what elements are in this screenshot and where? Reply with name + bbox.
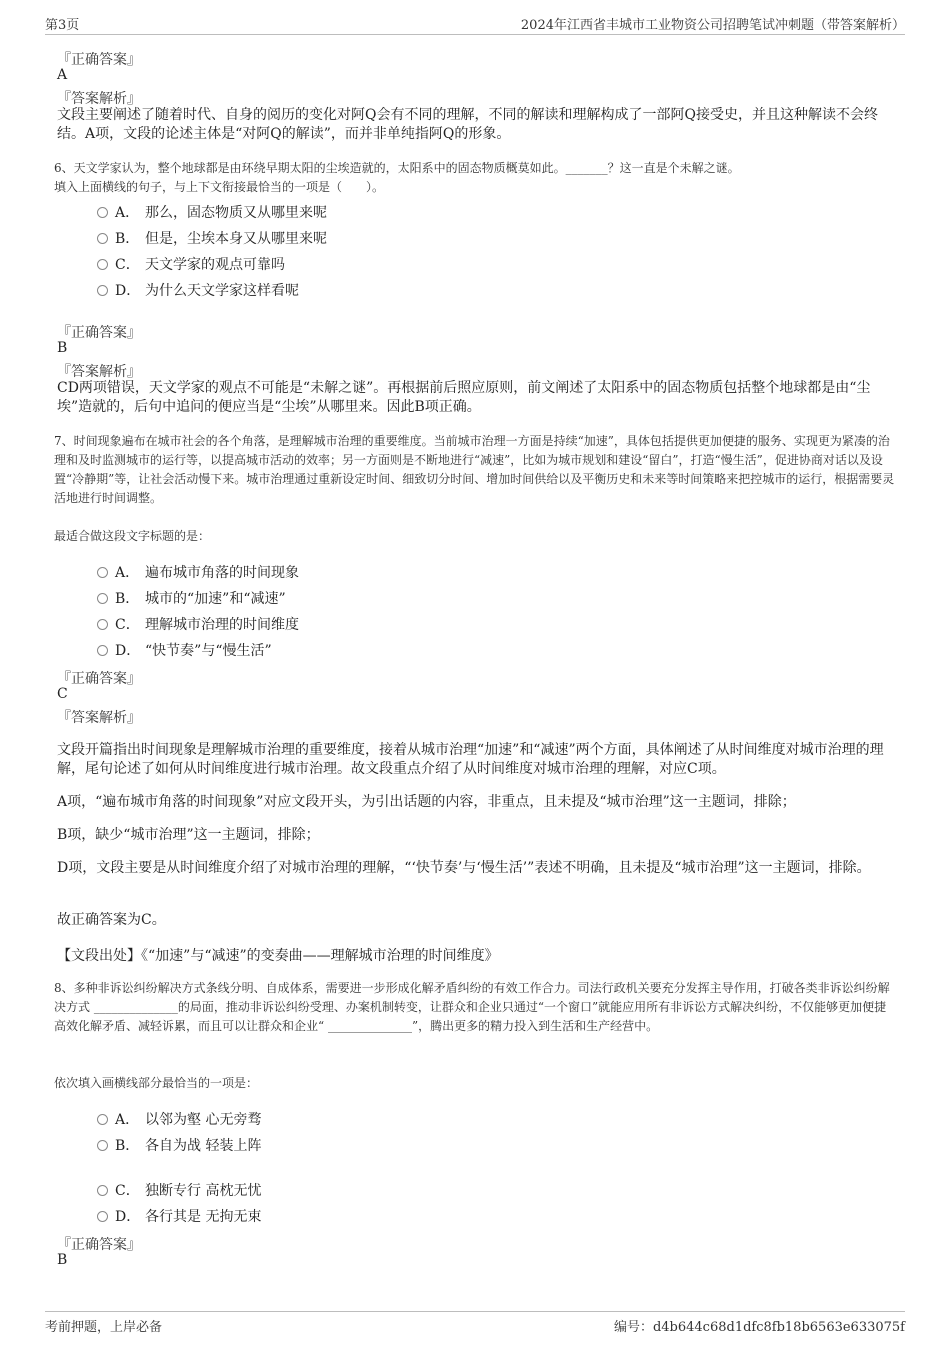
correct-answer-label: 『正确答案』	[57, 325, 141, 341]
option-letter: C．	[115, 1183, 140, 1199]
q7-analysis-p1: 文段开篇指出时间现象是理解城市治理的重要维度，接着从城市治理“加速”和“减速”两个方面，具体阐述了从时间维度对城市治理的理解，尾句论述了如何从时间维度进行城市治理。故文段重点介绍了从时间维度对城市治理的理解，对应C项。	[57, 742, 884, 777]
radio-icon[interactable]	[97, 1211, 108, 1222]
q7-analysis-p2: A项，“遍布城市角落的时间现象”对应文段开头，为引出话题的内容，非重点，且未提及“城市治理”这一主题词，排除；	[57, 794, 796, 810]
q6-analysis: CD两项错误，天文学家的观点不可能是“未解之谜”。再根据前后照应原则，前文阐述了太阳系中的固态物质包括整个地球都是由“尘埃”造就的，后句中追问的便应当是“尘埃”从哪里来。因此B项正确。	[57, 380, 871, 415]
analysis-label: 『答案解析』	[57, 364, 141, 380]
option-text: 独断专行 高枕无忧	[145, 1183, 262, 1199]
radio-icon[interactable]	[97, 1185, 108, 1196]
q8-answer: B	[57, 1252, 68, 1268]
q6-prompt: 填入上面横线的句子，与上下文衔接最恰当的一项是（ ）。	[54, 180, 385, 194]
q5-answer: A	[57, 67, 68, 83]
radio-icon[interactable]	[97, 259, 108, 270]
page-number: 第3页	[45, 18, 80, 33]
radio-icon[interactable]	[97, 645, 108, 656]
option-text: 各自为战 轻装上阵	[145, 1138, 262, 1154]
q6-stem: 6、天文学家认为，整个地球都是由环绕早期太阳的尘埃造就的，太阳系中的固态物质概莫如此。_______？这一直是个未解之谜。	[54, 161, 740, 175]
option-text: 为什么天文学家这样看呢	[145, 283, 299, 299]
radio-icon[interactable]	[97, 1140, 108, 1151]
document-title: 2024年江西省丰城市工业物资公司招聘笔试冲刺题（带答案解析）	[520, 18, 905, 33]
q8-prompt: 依次填入画横线部分最恰当的一项是：	[54, 1076, 259, 1090]
q8-stem: 8、多种非诉讼纠纷解决方式条线分明、自成体系，需要进一步形成化解矛盾纠纷的有效工作合力。司法行政机关要充分发挥主导作用，打破各类非诉讼纠纷解决方式 ______________的局面，推动非诉讼纠纷受理、办案机制转变，让群众和企业只通过“一个窗口”就能应用所有非诉讼方式解决纠纷，不仅能够更加便捷高效化解矛盾、减轻诉累，而且可以让群众和企业“ ______________”，腾出更多的精力投入到生活和生产经营中。	[54, 981, 890, 1033]
option-letter: B．	[115, 591, 140, 607]
option-text: 理解城市治理的时间维度	[145, 617, 299, 633]
option-text: 以邻为壑 心无旁骛	[145, 1112, 262, 1128]
radio-icon[interactable]	[97, 619, 108, 630]
analysis-label: 『答案解析』	[57, 710, 141, 726]
radio-icon[interactable]	[97, 1114, 108, 1125]
option-letter: A．	[115, 1112, 140, 1128]
option-letter: C．	[115, 617, 140, 633]
option-text: 遍布城市角落的时间现象	[145, 565, 299, 581]
option-letter: D．	[115, 283, 141, 299]
option-letter: D．	[115, 643, 141, 659]
option-text: 各行其是 无拘无束	[145, 1209, 262, 1225]
option-letter: A．	[115, 565, 140, 581]
radio-icon[interactable]	[97, 207, 108, 218]
radio-icon[interactable]	[97, 567, 108, 578]
q7-stem: 7、时间现象遍布在城市社会的各个角落，是理解城市治理的重要维度。当前城市治理一方面是持续“加速”，具体包括提供更加便捷的服务、实现更为紧凑的治理和及时监测城市的运行等，以提高城市活动的效率；另一方面则是不断地进行“减速”，比如为城市规划和建设“留白”，打造“慢生活”，促进协商对话以及设置“冷静期”等，让社会活动慢下来。城市治理通过重新设定时间、细致切分时间、增加时间供给以及平衡历史和未来等时间策略来把控城市的运行，根据需要灵活地进行时间调整。	[54, 434, 895, 505]
radio-icon[interactable]	[97, 285, 108, 296]
option-letter: B．	[115, 1138, 140, 1154]
q7-prompt: 最适合做这段文字标题的是：	[54, 529, 211, 543]
option-letter: D．	[115, 1209, 141, 1225]
radio-icon[interactable]	[97, 593, 108, 604]
option-text: 那么，固态物质又从哪里来呢	[145, 205, 327, 221]
q7-source: 【文段出处】《“加速”与“减速”的变奏曲——理解城市治理的时间维度》	[57, 948, 499, 964]
analysis-label: 『答案解析』	[57, 91, 141, 107]
option-text: “快节奏”与“慢生活”	[145, 643, 272, 659]
q7-analysis-p3: B项，缺少“城市治理”这一主题词，排除；	[57, 827, 320, 843]
option-letter: C．	[115, 257, 140, 273]
q5-analysis: 文段主要阐述了随着时代、自身的阅历的变化对阿Q会有不同的理解，不同的解读和理解构成了一部阿Q接受史，并且这种解读不会终结。A项，文段的论述主体是“对阿Q的解读”，而并非单纯指阿Q的形象。	[57, 107, 878, 142]
correct-answer-label: 『正确答案』	[57, 52, 141, 68]
document-code: 编号：d4b644c68d1dfc8fb18b6563e633075f	[613, 1320, 905, 1335]
q7-answer: C	[57, 686, 68, 702]
radio-icon[interactable]	[97, 233, 108, 244]
option-text: 城市的“加速”和“减速”	[145, 591, 286, 607]
page-header	[45, 14, 905, 35]
option-letter: A．	[115, 205, 140, 221]
correct-answer-label: 『正确答案』	[57, 1237, 141, 1253]
option-text: 天文学家的观点可靠吗	[145, 257, 285, 273]
q7-analysis-p5: 故正确答案为C。	[57, 912, 166, 928]
q6-answer: B	[57, 340, 68, 356]
footer-slogan: 考前押题，上岸必备	[45, 1320, 163, 1335]
correct-answer-label: 『正确答案』	[57, 671, 141, 687]
q7-analysis-p4: D项，文段主要是从时间维度介绍了对城市治理的理解，“‘快节奏’与‘慢生活’”表述不明确，且未提及“城市治理”这一主题词，排除。	[57, 860, 871, 876]
option-letter: B．	[115, 231, 140, 247]
option-text: 但是，尘埃本身又从哪里来呢	[145, 231, 327, 247]
page-footer	[45, 1311, 905, 1336]
